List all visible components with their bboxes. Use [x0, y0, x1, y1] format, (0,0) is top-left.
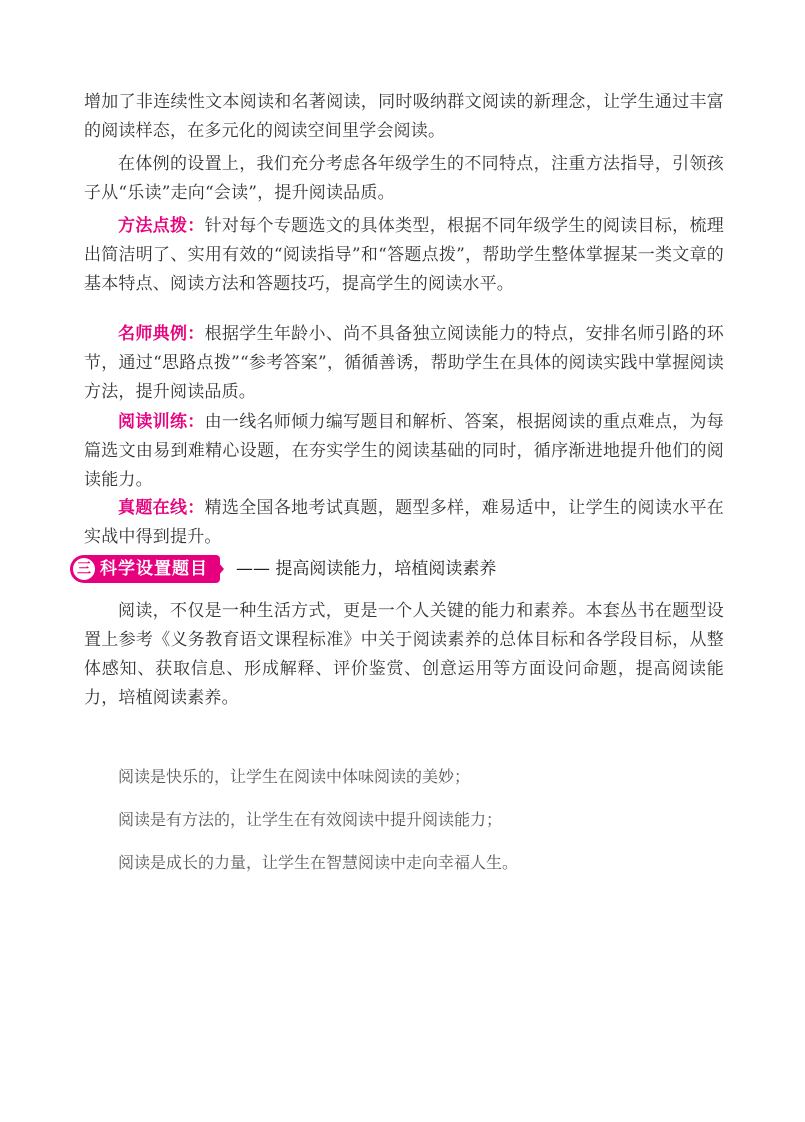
feature-text: 根据学生年龄小、尚不具备独立阅读能力的特点，安排名师引路的环节，通过“思路点拨”“参考答案”，循循善诱，帮助学生在具体的阅读实践中掌握阅读方法，提升阅读品质。 [84, 324, 725, 402]
section-number: 三 [73, 558, 95, 580]
section-title: 科学设置题目 [100, 559, 208, 579]
section-header [70, 555, 730, 585]
feature-text: 针对每个专题选文的具体类型，根据不同年级学生的阅读目标，梳理出简洁明了、实用有效的“阅读指导”和“答题点拨”，帮助学生整体掌握某一类文章的基本特点、阅读方法和答题技巧，提高学生的阅读水平。 [84, 216, 725, 294]
feature-teacher-examples [84, 320, 724, 407]
section-body: 阅读，不仅是一种生活方式，更是一个人关键的能力和素养。本套丛书在题型设置上参考《义务教育语文课程标准》中关于阅读素养的总体目标和各学段目标，从整体感知、获取信息、形成解释、评价鉴赏、创意运用等方面设问命题，提高阅读能力，培植阅读素养。 [84, 601, 724, 708]
feature-real-exams [84, 494, 724, 552]
quote-line: 阅读是成长的力量，让学生在智慧阅读中走向幸福人生。 [118, 853, 519, 872]
feature-term: 阅读训练： [118, 412, 205, 432]
quote-line: 阅读是快乐的，让学生在阅读中体味阅读的美妙； [118, 767, 471, 786]
feature-text: 精选全国各地考试真题，题型多样，难易适中，让学生的阅读水平在实战中得到提升。 [84, 498, 725, 547]
quote-line: 阅读是有方法的，让学生在有效阅读中提升阅读能力； [118, 810, 503, 829]
section-subtitle: —— 提高阅读能力，培植阅读素养 [236, 559, 497, 579]
intro-paragraph-2: 在体例的设置上，我们充分考虑各年级学生的不同特点，注重方法指导，引领孩子从“乐读”走向“会读”，提升阅读品质。 [84, 154, 724, 203]
feature-term: 方法点拨： [118, 216, 205, 236]
feature-term: 真题在线： [118, 498, 205, 518]
feature-term: 名师典例： [118, 324, 205, 344]
feature-reading-practice [84, 408, 724, 495]
section-badge-tail [212, 555, 224, 583]
intro-paragraph-1: 增加了非连续性文本阅读和名著阅读，同时吸纳群文阅读的新理念，让学生通过丰富的阅读样态，在多元化的阅读空间里学会阅读。 [84, 92, 724, 141]
feature-text: 由一线名师倾力编写题目和解析、答案，根据阅读的重点难点，为每篇选文由易到难精心设题，在夯实学生的阅读基础的同时，循序渐进地提升他们的阅读能力。 [84, 412, 725, 490]
feature-method-tips [84, 212, 724, 299]
